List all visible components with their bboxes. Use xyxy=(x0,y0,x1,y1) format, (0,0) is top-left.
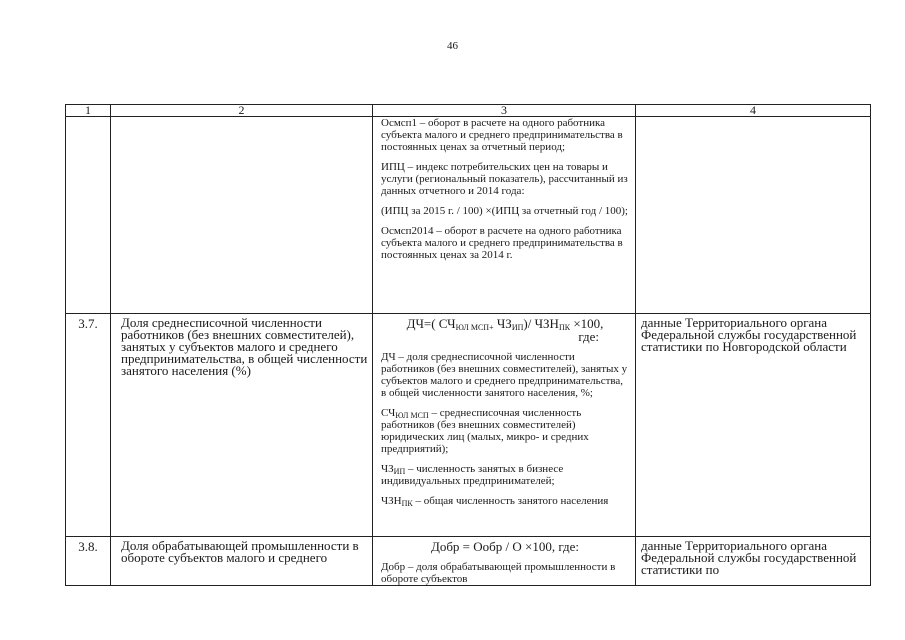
header-col-4: 4 xyxy=(636,105,871,117)
row-3-7-source: данные Территориального органа Федеральной службы государственной статистики по Новгородской области xyxy=(636,314,871,537)
row-3-8 xyxy=(66,537,871,586)
cont-desc-cell xyxy=(373,117,636,314)
desc-ipc-formula: (ИПЦ за 2015 г. / 100) ×(ИПЦ за отчетный год / 100); xyxy=(381,205,628,217)
header-col-2: 2 xyxy=(111,105,373,117)
header-row xyxy=(66,105,871,117)
def-dobr: Добр – доля обрабатывающей промышленности в обороте субъектов xyxy=(381,561,616,585)
def-sch: $СЧ_{ЮЛ МСП}$ – среднесписочная численность работников (без внешних совместителей) юридических лиц (малых, микро- и средних предприятий); xyxy=(381,407,589,455)
row-3-8-number: 3.8. xyxy=(66,537,111,586)
row-3-8-indicator-name: Доля обрабатывающей промышленности в обороте субъектов малого и среднего xyxy=(111,537,373,586)
indicator-table xyxy=(65,104,871,586)
desc-ipc: ИПЦ – индекс потребительских цен на товары и услуги (региональный показатель), рассчитанный из данных отчетного и 2014 года: xyxy=(381,161,628,197)
row-3-7 xyxy=(66,314,871,537)
def-dch: ДЧ – доля среднесписочной численности работников (без внешних совместителей), занятых у субъектов малого и среднего предпринимательства, в общей численности занятого населения, %; xyxy=(381,351,628,399)
cont-name-cell xyxy=(111,117,373,314)
row-3-7-number: 3.7. xyxy=(66,314,111,537)
desc-osmsp1: Осмсп1 – оборот в расчете на одного работника субъекта малого и среднего предпринимательства в постоянных ценах за отчетный период; xyxy=(381,117,623,153)
cont-num-cell xyxy=(66,117,111,314)
header-col-3: 3 xyxy=(373,105,636,117)
cont-source-cell xyxy=(636,117,871,314)
row-3-8-source: данные Территориального органа Федеральной службы государственной статистики по xyxy=(636,537,871,586)
row-3-8-method xyxy=(373,537,636,586)
def-chzn: $ЧЗН_{ПК}$ – общая численность занятого населения xyxy=(381,495,609,508)
page-number: 46 xyxy=(447,40,458,52)
continuation-row xyxy=(66,117,871,314)
def-chz: $ЧЗ_{ИП}$ – численность занятых в бизнесе индивидуальных предпринимателей; xyxy=(381,463,564,487)
header-col-1: 1 xyxy=(66,105,111,117)
row-3-7-method xyxy=(373,314,636,537)
row-3-8-formula: Добр = Ообр / О ×100, где: xyxy=(430,539,580,554)
desc-osmsp2014: Осмсп2014 – оборот в расчете на одного работника субъекта малого и среднего предпринимательства в постоянных ценах за 2014 г. xyxy=(381,225,623,261)
row-3-7-indicator-name: Доля среднесписочной численности работников (без внешних совместителей), занятых у субъектов малого и среднего предпринимательства, в общей численности занятого населения (%) xyxy=(111,314,373,537)
row-3-7-formula: ДЧ=( $СЧ_{ЮЛ МСП+}$ $ЧЗ_{ИП})/$ $ЧЗН_{ПК} \times 100$, где: xyxy=(406,316,604,344)
